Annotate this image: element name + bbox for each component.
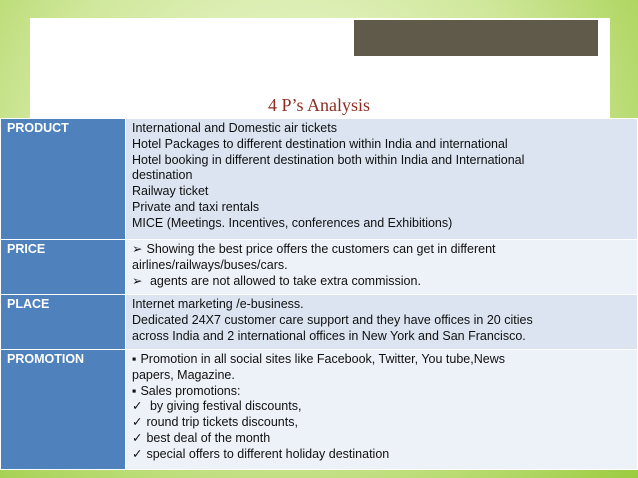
check-bullet-icon: ✓: [132, 415, 143, 430]
product-line: International and Domestic air tickets: [132, 121, 337, 135]
table-row-promotion: [1, 350, 638, 470]
promotion-line: ▪ Sales promotions:: [132, 383, 241, 398]
product-line: MICE (Meetings. Incentives, conferences and Exhibitions): [132, 215, 453, 230]
promotion-line: ▪ Promotion in all social sites like Facebook, Twitter, You tube,News: [132, 352, 505, 366]
product-line: Railway ticket: [132, 184, 209, 199]
price-line: ➢ agents are not allowed to take extra commission.: [132, 273, 421, 288]
place-line: across India and 2 international offices in New York and San Francisco.: [132, 328, 526, 343]
square-bullet-icon: ▪: [132, 352, 137, 366]
table-row-price: [1, 240, 638, 295]
title-bar: [352, 18, 600, 58]
row-label-place: PLACE: [1, 295, 126, 350]
arrow-bullet-icon: ➢: [132, 242, 143, 256]
check-bullet-icon: ✓: [132, 430, 143, 445]
row-content-product: [126, 119, 638, 240]
product-line: Hotel booking in different destination both within India and International: [132, 152, 525, 167]
row-label-product: PRODUCT: [1, 119, 126, 240]
check-bullet-icon: ✓: [132, 446, 143, 461]
place-line: Dedicated 24X7 customer care support and they have offices in 20 cities: [132, 312, 533, 327]
product-line: Hotel Packages to different destination within India and international: [132, 136, 508, 151]
promotion-line: ✓ special offers to different holiday destination: [132, 446, 390, 461]
slide-title: 4 P’s Analysis: [267, 95, 371, 115]
row-label-price: PRICE: [1, 240, 126, 295]
place-line: Internet marketing /e-business.: [132, 297, 304, 311]
table-row-place: [1, 295, 638, 350]
table-row-product: [1, 119, 638, 240]
row-label-promotion: PROMOTION: [1, 350, 126, 470]
promotion-line: ✓ round trip tickets discounts,: [132, 415, 298, 430]
arrow-bullet-icon: ➢: [132, 273, 143, 288]
four-ps-table: [0, 118, 638, 470]
square-bullet-icon: ▪: [132, 383, 137, 398]
price-line: airlines/railways/buses/cars.: [132, 257, 288, 272]
promotion-line: ✓ by giving festival discounts,: [132, 399, 302, 414]
price-line: ➢ Showing the best price offers the customers can get in different: [132, 242, 496, 256]
row-content-place: [126, 295, 638, 350]
check-bullet-icon: ✓: [132, 399, 143, 414]
product-line: destination: [132, 168, 193, 183]
promotion-line: papers, Magazine.: [132, 367, 235, 382]
product-line: Private and taxi rentals: [132, 199, 260, 214]
row-content-price: [126, 240, 638, 295]
row-content-promotion: [126, 350, 638, 470]
promotion-line: ✓ best deal of the month: [132, 430, 271, 445]
